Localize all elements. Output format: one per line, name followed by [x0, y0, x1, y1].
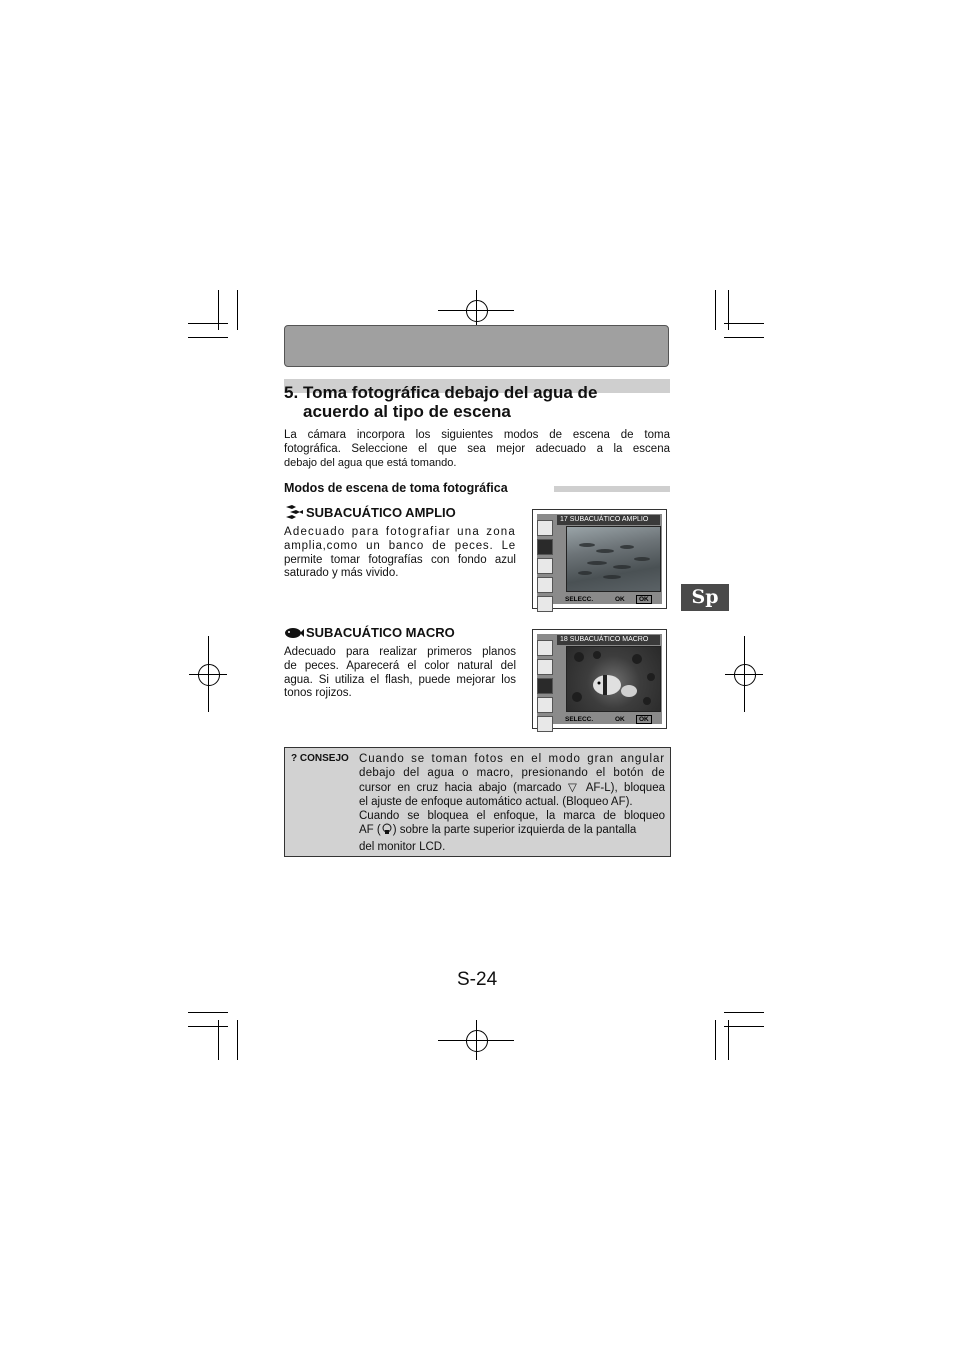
mode-title-macro: SUBACUÁTICO MACRO — [306, 625, 455, 640]
language-tab: Sp — [681, 584, 729, 611]
lcd-ok-button: OK — [636, 595, 652, 604]
lcd-title-macro: 18 SUBACUÁTICO MACRO — [557, 635, 660, 645]
lcd-title-wide: 17 SUBACUÁTICO AMPLIO — [557, 515, 660, 525]
tip-line-6 — [359, 823, 665, 839]
lcd-mode-icons — [535, 637, 553, 724]
tip-line-6-end: ) sobre la parte superior izquierda de la pantalla — [392, 824, 637, 837]
af-lock-icon — [381, 823, 393, 839]
wide-fish-school-icon — [284, 504, 304, 525]
section-title-line-2: acuerdo al tipo de escena — [303, 402, 511, 421]
tip-label-text: CONSEJO — [299, 753, 349, 764]
mode-desc-wide-line-2: amplia,como un banco de peces. Le — [284, 539, 516, 552]
tip-line-5: Cuando se bloquea el enfoque, la marca de bloqueo — [359, 810, 665, 823]
mode-desc-macro — [284, 646, 516, 701]
tip-line-6-start: AF ( — [359, 824, 381, 837]
lcd-screenshot-wide — [532, 509, 667, 609]
section-title-line-1: Toma fotográfica debajo del agua de — [303, 383, 598, 402]
lcd-footer-macro — [557, 715, 660, 724]
subsection-title: Modos de escena de toma fotográfica — [284, 481, 508, 495]
section-number: 5. — [284, 383, 299, 402]
lcd-photo-fish-school — [566, 526, 661, 592]
mode-desc-wide-line-4: saturado y más vivido. — [284, 567, 399, 580]
intro-line-1: La cámara incorpora los siguientes modos de escena de toma — [284, 429, 670, 441]
intro-paragraph — [284, 429, 670, 470]
lcd-screenshot-macro — [532, 629, 667, 729]
tip-line-4: el ajuste de enfoque automático actual. (Bloqueo AF). — [359, 795, 633, 808]
question-icon: ? — [291, 753, 298, 764]
intro-line-2: fotográfica. Seleccione el que sea mejor adecuado a la escena — [284, 442, 670, 455]
lcd-select-label: SELECC. — [565, 716, 594, 723]
tip-line-2: debajo del agua o macro, presionando el botón de — [359, 767, 665, 780]
mode-desc-macro-line-2: de peces. Aparecerá el color natural del — [284, 659, 516, 672]
mode-desc-wide — [284, 526, 516, 581]
lcd-photo-clownfish — [566, 646, 661, 712]
tip-line-3: cursor en cruz hacia abajo (marcado ▽ AF-L), bloquea — [359, 781, 665, 794]
lcd-ok-button: OK — [636, 715, 652, 724]
tip-line-1: Cuando se toman fotos en el modo gran angular — [359, 753, 665, 765]
lcd-mode-icons — [535, 517, 553, 604]
mode-desc-macro-line-1: Adecuado para realizar primeros planos — [284, 646, 516, 658]
tip-text — [359, 752, 665, 854]
macro-fish-icon — [284, 626, 304, 645]
lcd-select-label: SELECC. — [565, 596, 594, 603]
mode-desc-macro-line-4: tonos rojizos. — [284, 687, 352, 700]
mode-title-wide: SUBACUÁTICO AMPLIO — [306, 505, 456, 520]
mode-desc-wide-line-3: permite tomar fotografías con fondo azul — [284, 553, 516, 566]
subsection-rule — [554, 486, 670, 492]
tip-label — [291, 753, 349, 764]
lcd-footer-wide — [557, 595, 660, 604]
intro-line-3: debajo del agua que está tomando. — [284, 456, 457, 469]
page-number: S-24 — [457, 969, 498, 990]
mode-desc-macro-line-3: agua. Si utiliza el flash, puede mejorar los — [284, 673, 516, 686]
tip-line-7: del monitor LCD. — [359, 840, 446, 853]
lcd-ok-label: OK — [615, 716, 625, 723]
mode-desc-wide-line-1: Adecuado para fotografiar una zona — [284, 526, 516, 538]
header-bar — [284, 325, 669, 367]
lcd-ok-label: OK — [615, 596, 625, 603]
